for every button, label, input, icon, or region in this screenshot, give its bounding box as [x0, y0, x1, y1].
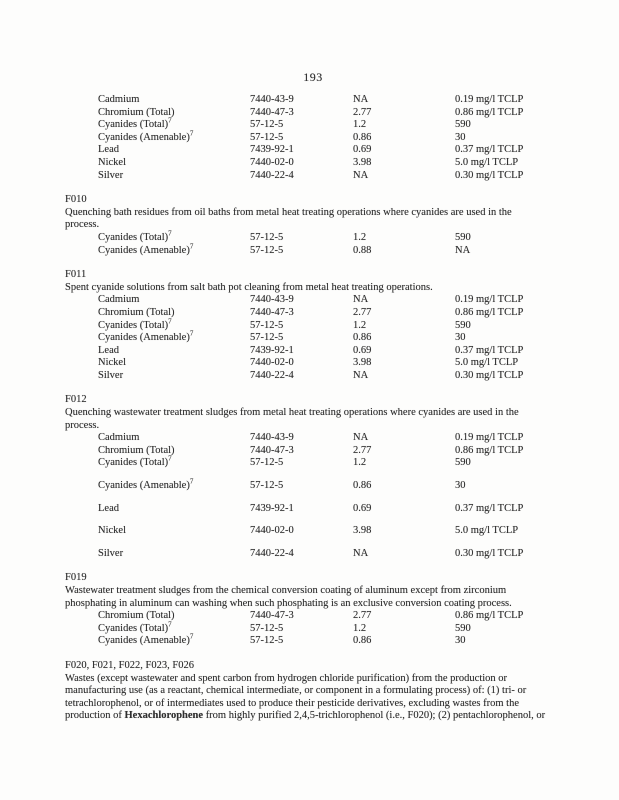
chemical-name: Chromium (Total) — [98, 306, 175, 318]
cas-number: 7440-22-4 — [250, 369, 294, 381]
cas-number: 7440-47-3 — [250, 610, 294, 622]
table-row — [98, 242, 561, 258]
table-row — [98, 94, 561, 107]
chemical-name: Chromium (Total) — [98, 610, 175, 622]
table-row — [98, 345, 561, 358]
chemical-name: Lead — [98, 502, 119, 514]
chemical-name: Cyanides (Amenable)$^7$ — [98, 477, 194, 492]
treatment-value: NA — [353, 294, 369, 306]
cas-number: 57-12-5 — [250, 319, 284, 331]
regulatory-level: 0.86 mg/l TCLP — [455, 444, 524, 456]
section-f011 — [65, 269, 561, 382]
cas-number: 57-12-5 — [250, 332, 284, 344]
chemical-name: Silver — [98, 547, 124, 559]
chemical-name: Chromium (Total) — [98, 444, 175, 456]
regulatory-level: 0.86 mg/l TCLP — [455, 106, 524, 118]
table-row — [98, 432, 561, 445]
table-row — [98, 548, 561, 561]
cas-number: 57-12-5 — [250, 480, 284, 492]
chemical-name: Lead — [98, 344, 119, 356]
cas-number: 57-12-5 — [250, 119, 284, 131]
paragraph-line: tetrachlorophenol, or of intermediates used to produce their pesticide derivatives, excluding wastes from the — [65, 697, 519, 709]
waste-code-heading: F020, F021, F022, F023, F026 — [65, 659, 194, 671]
regulatory-level: 0.19 mg/l TCLP — [455, 94, 524, 105]
regulatory-level: 590 — [455, 119, 471, 131]
regulatory-level: 0.19 mg/l TCLP — [455, 294, 524, 306]
section-description-line: Wastewater treatment sludges from the chemical conversion coating of aluminum except from zirconium — [65, 585, 507, 596]
table-row — [98, 357, 561, 370]
chemical-name: Cyanides (Total)$^7$ — [98, 317, 172, 331]
regulatory-level: 0.19 mg/l TCLP — [455, 432, 524, 444]
section-description-line: process. — [65, 419, 100, 431]
chemical-name: Cadmium — [98, 94, 140, 105]
treatment-value: 3.98 — [353, 525, 372, 537]
bold-term: Hexachlorophene — [124, 710, 204, 722]
cas-number: 7440-22-4 — [250, 169, 294, 181]
chemical-name: Cyanides (Total)$^7$ — [98, 229, 172, 243]
cas-number: 7440-02-0 — [250, 357, 294, 369]
table-row — [98, 370, 561, 383]
footnote-ref: 7 — [189, 329, 194, 338]
chemical-name: Nickel — [98, 525, 126, 537]
treatment-value: 3.98 — [353, 156, 372, 168]
regulatory-level: 590 — [455, 457, 471, 469]
chemical-name: Cyanides (Amenable)$^7$ — [98, 129, 194, 143]
chemical-name: Cyanides (Total)$^7$ — [98, 454, 172, 469]
section-f020-f026 — [65, 660, 561, 723]
regulatory-level: 5.0 mg/l TCLP — [455, 357, 519, 369]
treatment-value: 2.77 — [353, 306, 372, 318]
section-description-line: process. — [65, 219, 100, 231]
chemical-name: Silver — [98, 169, 124, 181]
chemical-name: Cyanides (Amenable)$^7$ — [98, 632, 194, 647]
footnote-ref: 7 — [189, 242, 194, 251]
footnote-ref: 7 — [168, 454, 172, 463]
section-description-line: Spent cyanide solutions from salt bath pot cleaning from metal heat treating operations. — [65, 281, 433, 293]
footnote-ref: 7 — [189, 129, 194, 138]
cas-number: 7440-43-9 — [250, 432, 294, 444]
regulatory-level: 0.86 mg/l TCLP — [455, 306, 524, 318]
paragraph-line: manufacturing use (as a reactant, chemical intermediate, or component in a formulating process) of: (1) tri- or — [65, 685, 527, 697]
footnote-ref: 7 — [168, 229, 172, 238]
chemical-name: Cyanides (Total)$^7$ — [98, 620, 172, 634]
chemical-name: Chromium (Total) — [98, 106, 175, 118]
cas-number: 7439-92-1 — [250, 502, 294, 514]
treatment-value: 0.86 — [353, 480, 372, 492]
paragraph-line: Wastes (except wastewater and spent carbon from hydrogen chloride purification) from the production or — [65, 672, 508, 684]
treatment-value: 0.69 — [353, 502, 372, 514]
page-number: 193 — [303, 70, 323, 84]
cas-number: 57-12-5 — [250, 131, 284, 143]
treatment-value: 2.77 — [353, 444, 372, 456]
waste-code-heading: F012 — [65, 394, 87, 406]
treatment-value: 0.86 — [353, 635, 372, 647]
table-row — [98, 157, 561, 170]
cas-number: 7440-43-9 — [250, 94, 294, 105]
cas-number: 7440-22-4 — [250, 547, 294, 559]
waste-table — [98, 294, 561, 382]
table-row — [98, 620, 561, 636]
treatment-value: NA — [353, 547, 369, 559]
regulatory-level: 0.30 mg/l TCLP — [455, 169, 524, 181]
section-f012 — [65, 394, 561, 560]
treatment-value: 1.2 — [353, 319, 367, 331]
regulatory-level: 0.37 mg/l TCLP — [455, 502, 524, 514]
treatment-value: 2.77 — [353, 106, 372, 118]
footnote-ref: 7 — [189, 632, 194, 641]
regulatory-level: NA — [455, 244, 471, 256]
chemical-name: Cadmium — [98, 432, 140, 444]
table-row — [98, 317, 561, 333]
regulatory-level: 0.86 mg/l TCLP — [455, 610, 524, 622]
cas-number: 7440-47-3 — [250, 106, 294, 118]
cas-number: 7440-43-9 — [250, 294, 294, 306]
regulatory-level: 30 — [455, 480, 466, 492]
footnote-ref: 7 — [168, 317, 172, 325]
chemical-name: Nickel — [98, 357, 126, 369]
treatment-value: 1.2 — [353, 457, 367, 469]
table-row — [98, 170, 561, 183]
cas-number: 57-12-5 — [250, 635, 284, 647]
paragraph-line: production of Hexachlorophene from highly purified 2,4,5-trichlorophenol (i.e., F020); (2) pentachlorophenol, or — [65, 710, 546, 722]
section-description-line: Quenching bath residues from oil baths from metal heat treating operations where cyanides are used in the — [65, 206, 512, 218]
table-row — [98, 503, 561, 516]
cas-number: 57-12-5 — [250, 622, 284, 634]
footnote-ref: 7 — [168, 620, 172, 629]
regulatory-level: 0.37 mg/l TCLP — [455, 344, 524, 356]
treatment-value: NA — [353, 369, 369, 381]
table-row — [98, 477, 561, 493]
cas-number: 57-12-5 — [250, 457, 284, 469]
section-continuation — [65, 94, 561, 182]
chemical-name: Cyanides (Total)$^7$ — [98, 116, 172, 131]
section-description-line: Quenching wastewater treatment sludges from metal heat treating operations where cyanides are used in the — [65, 407, 519, 419]
treatment-value: 0.88 — [353, 244, 372, 256]
cas-number: 7440-47-3 — [250, 306, 294, 318]
regulatory-level: 30 — [455, 635, 466, 647]
waste-table — [98, 229, 561, 257]
waste-table — [98, 432, 561, 560]
waste-code-heading: F011 — [65, 269, 87, 281]
cas-number: 7440-02-0 — [250, 525, 294, 537]
table-row — [98, 294, 561, 307]
cas-number: 57-12-5 — [250, 231, 284, 243]
regulatory-level: 0.30 mg/l TCLP — [455, 547, 524, 559]
waste-code-heading: F019 — [65, 572, 87, 584]
table-row — [98, 454, 561, 470]
cas-number: 7440-02-0 — [250, 156, 294, 168]
footnote-ref: 7 — [168, 116, 172, 125]
table-row — [98, 129, 561, 145]
treatment-value: 2.77 — [353, 610, 372, 622]
chemical-name: Lead — [98, 144, 119, 156]
treatment-value: NA — [353, 94, 369, 105]
regulatory-level: 0.37 mg/l TCLP — [455, 144, 524, 156]
treatment-value: 3.98 — [353, 357, 372, 369]
waste-table — [98, 94, 561, 182]
section-description-line: phosphating in aluminum can washing when such phosphating is an exclusive conversion coating process. — [65, 597, 512, 609]
waste-code-heading: F010 — [65, 194, 87, 206]
regulatory-level: 590 — [455, 622, 471, 634]
table-row — [98, 329, 561, 345]
treatment-value: 0.69 — [353, 144, 372, 156]
cas-number: 7439-92-1 — [250, 344, 294, 356]
footnote-ref: 7 — [189, 477, 194, 486]
regulatory-level: 5.0 mg/l TCLP — [455, 525, 519, 537]
treatment-value: 0.86 — [353, 332, 372, 344]
treatment-value: 0.69 — [353, 344, 372, 356]
regulatory-level: 590 — [455, 231, 471, 243]
cas-number: 7440-47-3 — [250, 444, 294, 456]
treatment-value: 0.86 — [353, 131, 372, 143]
treatment-value: NA — [353, 432, 369, 444]
chemical-name: Cadmium — [98, 294, 140, 306]
table-row — [98, 116, 561, 132]
table-row — [98, 525, 561, 538]
regulatory-level: 30 — [455, 332, 466, 344]
regulatory-level: 0.30 mg/l TCLP — [455, 369, 524, 381]
table-row — [98, 632, 561, 648]
waste-table — [98, 610, 561, 648]
regulatory-level: 590 — [455, 319, 471, 331]
chemical-name: Nickel — [98, 156, 126, 168]
chemical-name: Silver — [98, 369, 124, 381]
table-row — [98, 144, 561, 157]
table-row — [98, 229, 561, 245]
section-f010 — [65, 194, 561, 257]
regulatory-level: 5.0 mg/l TCLP — [455, 156, 519, 168]
regulatory-level: 30 — [455, 131, 466, 143]
chemical-name: Cyanides (Amenable)$^7$ — [98, 242, 194, 256]
cas-number: 7439-92-1 — [250, 144, 294, 156]
treatment-value: 1.2 — [353, 119, 367, 131]
section-f019 — [65, 572, 561, 648]
chemical-name: Cyanides (Amenable)$^7$ — [98, 329, 194, 344]
treatment-value: 1.2 — [353, 622, 367, 634]
cas-number: 57-12-5 — [250, 244, 284, 256]
treatment-value: NA — [353, 169, 369, 181]
treatment-value: 1.2 — [353, 231, 367, 243]
